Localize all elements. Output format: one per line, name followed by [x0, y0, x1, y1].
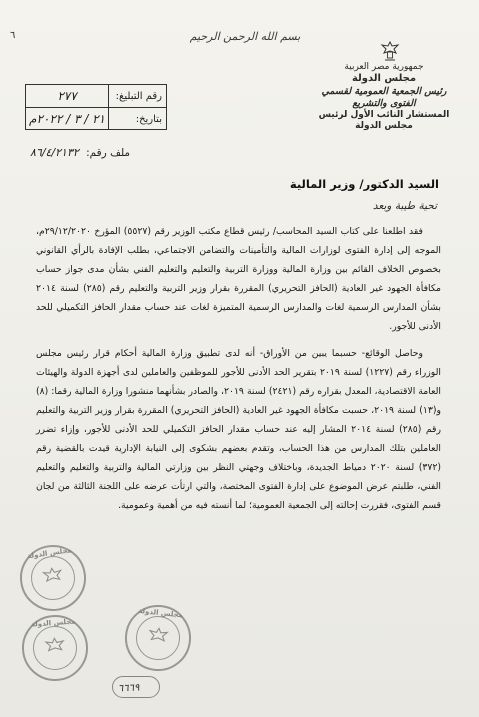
official-seal — [20, 613, 90, 683]
seal-label: مجلس الدولة — [137, 606, 184, 620]
ref-date-row — [26, 108, 166, 130]
seal-inner-ring — [134, 614, 182, 662]
government-header — [309, 62, 459, 132]
ref-number-row — [26, 85, 166, 108]
seal-label: مجلس الدولة — [26, 546, 73, 561]
seal-eagle-icon — [38, 564, 67, 591]
seal-label: مجلس الدولة — [30, 617, 76, 629]
seal-inner-ring — [28, 553, 78, 603]
ref-number-value: ٢٧٧ — [57, 89, 77, 103]
stamp-number: ٦٦٦٩ — [117, 682, 140, 695]
paragraph-2: وحاصل الوقائع- حسبما يبين من الأوراق- أنه لدى تطبيق وزارة المالية أحكام قرار رئيس مجلس الوزراء رقم (١٢٢٧) لسنة ٢٠١٩ بتقرير الحد الأدنى للأجور للموظفين والعاملين لدى أجهزة الدولة والهيئات العامة الاقتصادية، المعدل بقراره رقم (٢٤٢١) لسنة ٢٠١٩، والصادر بشأنهما منشورا وزارة المالية رقما: (٨) و(١٣) لسنة ٢٠١٩، حسبت مكافأة الجهود غير العادية (الحافز التحريري) المقررة بقرار وزير التربية والتعليم رقم (٢٨٥) لسنة ٢٠١٤ المشار إليه عند حساب مقدار الحافز التكميلي للحد الأدنى للأجور، وإزاء تضرر العاملين بتلك المدارس من هذا الحساب، وتقدم بعضهم بشكوى إلى النيابة الإدارية قيدت بالقضية رقم (٣٧٢) لسنة ٢٠٢٠ دمياط الجديدة، وباختلاف وجهتي النظر بين وزارتي المالية والتربية والتعليم والتعليم الفني، طلبتم عرض الموضوع على إدارة الفتوى المختصة، والتي ارتأت عرضه على اللجنة الثالثة من لجان قسم الفتوى، فقررت إحالته إلى الجمعية العمومية؛ لما أنسته فيه من أهمية وعمومية. — [36, 348, 441, 511]
header-country: جمهورية مصر العربية — [344, 62, 424, 72]
official-seal — [122, 602, 195, 675]
file-number-value: ٨٦/٤/٢١٣٢ — [30, 146, 79, 159]
header-assembly-head: رئيس الجمعية العمومية لقسمي الفتوى والتشريع — [321, 85, 447, 109]
page-marker: ٦ — [10, 30, 16, 41]
official-seal — [16, 541, 91, 616]
seal-inner-ring — [32, 625, 79, 672]
seal-eagle-icon — [144, 625, 172, 652]
ref-date-label: بتاريخ: — [108, 108, 166, 130]
header-deputy: المستشار النائب الأول لرئيس مجلس الدولة — [318, 109, 450, 131]
basmala: بسم الله الرحمن الرحيم — [189, 30, 301, 43]
letter-body — [36, 222, 441, 523]
reference-box — [25, 84, 167, 130]
recipient-line: السيد الدكتور/ وزير المالية — [289, 177, 439, 191]
ref-number-label: رقم التبليغ: — [108, 85, 166, 107]
file-number — [30, 146, 130, 159]
paragraph-1: فقد اطلعنا على كتاب السيد المحاسب/ رئيس قطاع مكتب الوزير رقم (٥٥٢٧) المؤرخ ٢٩/١٢/٢٠٢٠م، الموجه إلى إدارة الفتوى لوزارات المالية والتأمينات والتضامن الاجتماعي، بطلب الإفادة بالرأي القانوني بخصوص الخلاف القائم بين وزارة المالية ووزارة التربية والتعليم والتعليم الفني بشأن مدى جواز حساب مكافأة الجهود غير العادية (الحافز التحريري) المقررة بقرار وزير التربية والتعليم رقم (٢٨٥) لسنة ٢٠١٤ بشأن المدارس الرسمية لغات والمدارس الرسمية المتميزة لغات عند حساب مقدار الحافز التكميلي للحد الأدنى للأجور. — [36, 226, 441, 332]
eagle-emblem-icon — [378, 40, 402, 62]
file-number-label: ملف رقم: — [86, 147, 131, 159]
header-council: مجلس الدولة — [351, 73, 417, 85]
ref-date-value: ٢١ / ٣ / ٢٠٢٢م — [29, 112, 105, 126]
greeting-line: تحية طيبة وبعد — [372, 200, 437, 212]
seal-eagle-icon — [41, 635, 69, 661]
